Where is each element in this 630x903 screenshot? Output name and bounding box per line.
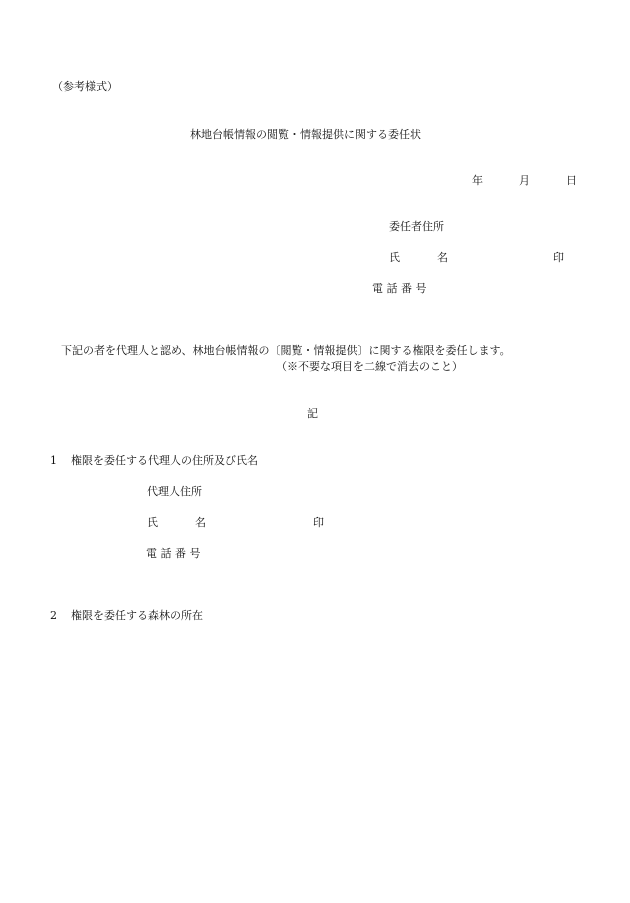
document-title: 林地台帳情報の閲覧・情報提供に関する委任状: [190, 128, 421, 141]
agent-seal: 印: [313, 516, 324, 529]
principal-seal: 印: [553, 251, 564, 264]
section1-number: 1: [50, 454, 57, 467]
date-month: 月: [519, 174, 530, 187]
agent-name-label-1: 氏: [147, 516, 158, 529]
section2-number: 2: [50, 609, 57, 622]
principal-name-label-1: 氏: [389, 251, 400, 264]
deletion-note: （※不要な項目を二線で消去のこと）: [276, 360, 463, 373]
agent-phone-label: 電 話 番 号: [146, 547, 201, 560]
principal-address-label: 委任者住所: [389, 220, 444, 233]
agent-name-label-2: 名: [195, 516, 206, 529]
section1-heading: 権限を委任する代理人の住所及び氏名: [71, 454, 258, 467]
principal-name-label-2: 名: [437, 251, 448, 264]
delegation-statement: 下記の者を代理人と認め、林地台帳情報の〔閲覧・情報提供〕に関する権限を委任します。: [61, 344, 511, 357]
date-day: 日: [566, 174, 577, 187]
section2-heading: 権限を委任する森林の所在: [71, 609, 203, 622]
date-year: 年: [472, 174, 483, 187]
agent-address-label: 代理人住所: [147, 485, 202, 498]
ki-heading: 記: [307, 407, 318, 420]
form-label: （参考様式）: [52, 80, 118, 93]
principal-phone-label: 電 話 番 号: [372, 282, 427, 295]
